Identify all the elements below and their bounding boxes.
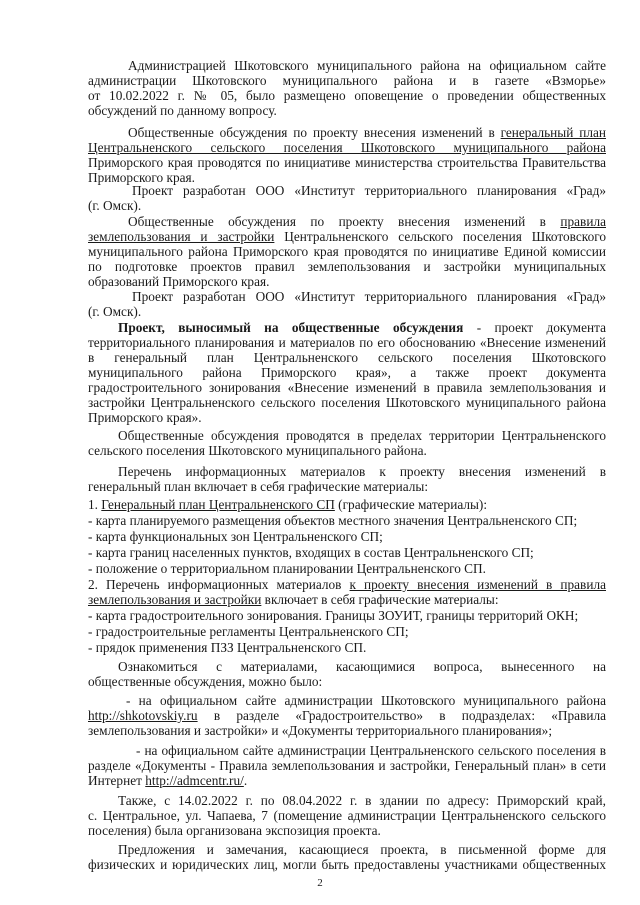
underlined-term: землепользования и застройки [88, 229, 275, 244]
paragraph-line [118, 320, 606, 335]
paragraph-line: общественные обсуждения, можно было: [88, 674, 323, 689]
underlined-term: Центральненского сельского поселения Шкотовского муниципального района [88, 140, 606, 155]
paragraph-line: разделе «Документы - Правила землепользования и застройки, Генеральный план» в сети [88, 758, 606, 773]
paragraph-line: Приморского края». [88, 410, 202, 425]
paragraph-line: градостроительного зонирования «Внесение изменений в правила землепользования и [88, 380, 606, 395]
list-heading [88, 497, 606, 512]
list-item: - карта градостроительного зонирования. Границы ЗОУИТ, границы территорий ОКН; [88, 608, 579, 623]
paragraph-line: территориального планирования и материалов по его обоснованию «Внесение изменений [88, 335, 606, 350]
paragraph-line: Приморского края проводятся по инициативе министерства строительства Правительства [88, 155, 606, 170]
paragraph-line: муниципального района Приморского края проводятся по инициативе Единой комиссии [88, 244, 606, 259]
list-item: - градостроительные регламенты Центральненского СП; [88, 624, 409, 639]
underlined-term: правила [560, 214, 606, 229]
list-item: - карта границ населенных пунктов, входящих в состав Центральненского СП; [88, 545, 534, 560]
text-run: Общественные обсуждения по проекту внесения изменений в [128, 125, 501, 140]
bold-lead: Проект, выносимый на общественные обсуждения [118, 320, 464, 335]
page-number: 2 [317, 877, 323, 889]
paragraph-line: Предложения и замечания, касающиеся проекта, в письменной форме для [118, 842, 606, 857]
paragraph-line: в генеральный план Центральненского сельского поселения Шкотовского [88, 350, 606, 365]
paragraph-line: генеральный план включает в себя графические материалы: [88, 479, 429, 494]
paragraph-line: Проект разработан ООО «Институт территориального планирования «Град» [132, 289, 606, 304]
paragraph-line [88, 773, 606, 788]
text-run: в разделе «Градостроительство» в подразделах: «Правила [197, 708, 606, 723]
text-run: Центральненского сельского поселения Шкотовского [274, 229, 606, 244]
paragraph-line [88, 229, 606, 244]
paragraph-line: администрации Шкотовского муниципального района и в газете «Взморье» [88, 73, 606, 88]
paragraph-line: Приморского края. [88, 170, 195, 185]
paragraph-line: Администрацией Шкотовского муниципального района на официальном сайте [128, 58, 606, 73]
list-item: - карта функциональных зон Центральненского СП; [88, 529, 383, 544]
text-run: включает в себя графические материалы: [261, 592, 499, 607]
paragraph-line: - на официальном сайте администрации Шкотовского муниципального района [126, 693, 606, 708]
paragraph-line: по подготовке проектов правил землепользования и застройки муниципальных [88, 259, 606, 274]
paragraph-line [88, 708, 606, 723]
list-item: - карта планируемого размещения объектов местного значения Центральненского СП; [88, 513, 578, 528]
paragraph-line: - на официальном сайте администрации Центральненского сельского поселения в [136, 743, 606, 758]
paragraph-line: Проект разработан ООО «Институт территориального планирования «Град» [132, 183, 606, 198]
underlined-term: генеральный план [500, 125, 606, 140]
website-link[interactable]: http://admcentr.ru/ [145, 773, 244, 788]
paragraph-line: Также, с 14.02.2022 г. по 08.04.2022 г. в здании по адресу: Приморский край, [118, 793, 606, 808]
text-run: Общественные обсуждения по проекту внесения изменений в [128, 214, 561, 229]
list-heading [88, 577, 606, 592]
paragraph-line: Ознакомиться с материалами, касающимися вопроса, вынесенного на [118, 659, 606, 674]
paragraph-line [128, 214, 606, 229]
underlined-term: к проекту внесения изменений в правила [349, 577, 606, 592]
paragraph-line: (г. Омск). [88, 304, 142, 319]
text-run: (графические материалы): [334, 497, 488, 512]
paragraph-line: Перечень информационных материалов к проекту внесения изменений в [118, 464, 606, 479]
list-item: - положение о территориальном планировании Центральненского СП. [88, 561, 486, 576]
paragraph-line: от 10.02.2022 г. № 05, было размещено оповещение о проведении общественных [88, 88, 606, 103]
paragraph-line: землепользования и застройки» и «Документы территориального планирования»; [88, 723, 553, 738]
underlined-term: Генеральный план Центральненского СП [101, 497, 335, 512]
paragraph-line: физических и юридических лиц, могли быть предоставлены участниками общественных [88, 857, 606, 872]
underlined-term: землепользования и застройки [88, 592, 262, 607]
paragraph-line: Общественные обсуждения проводятся в пределах территории Центральненского [118, 428, 606, 443]
paragraph-line: (г. Омск). [88, 198, 142, 213]
text-run: Интернет [88, 773, 146, 788]
paragraph-line: обсуждений по данному вопросу. [88, 103, 277, 118]
paragraph-line: образований Приморского края. [88, 274, 270, 289]
list-heading [88, 592, 606, 607]
text-run: 2. Перечень информационных материалов [88, 577, 350, 592]
paragraph-line: с. Центральное, ул. Чапаева, 7 (помещение администрации Центральненского сельского [88, 808, 606, 823]
text-run: - проект документа [463, 320, 606, 335]
paragraph-line: сельского поселения Шкотовского муниципального района. [88, 443, 427, 458]
paragraph-line [88, 140, 606, 155]
paragraph-line: застройки Центральненского сельского поселения Шкотовского муниципального района [88, 395, 606, 410]
text-run: 1. [88, 497, 102, 512]
paragraph-line: поселения) была организована экспозиция проекта. [88, 823, 381, 838]
paragraph-line: муниципального района Приморского края», а также проект документа [88, 365, 606, 380]
list-item: - прядок применения ПЗЗ Центральненского СП. [88, 640, 367, 655]
paragraph-line [128, 125, 606, 140]
text-run: . [243, 773, 248, 788]
website-link[interactable]: http://shkotovskiy.ru [88, 708, 198, 723]
